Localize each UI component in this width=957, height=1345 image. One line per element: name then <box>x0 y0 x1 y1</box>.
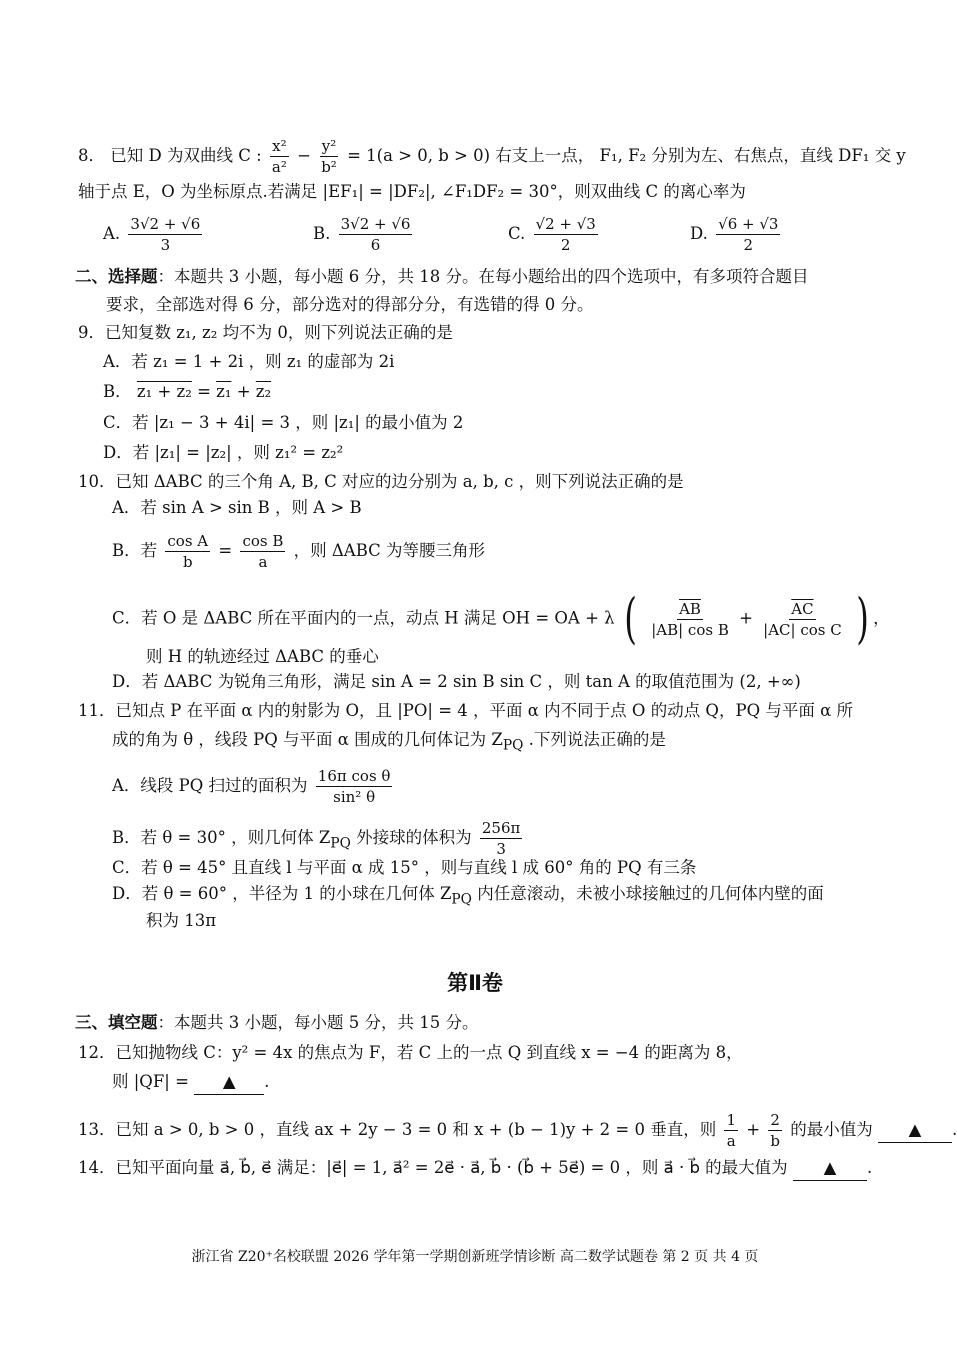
q11-option-d-post: 内任意滚动，未被小球接触过的几何体内壁的面 <box>471 884 824 903</box>
q13-frac1-den: a <box>726 1132 736 1150</box>
q8-number: 8． <box>78 146 105 165</box>
q8-frac-x-num: x² <box>272 137 287 155</box>
q9-option-b-eq: = <box>191 382 217 401</box>
q10-option-c-right-paren: ) <box>856 587 869 650</box>
q10-option-a: A．若 sin A > sin B ，则 A > B <box>112 498 362 517</box>
q8-option-c-frac <box>534 214 598 255</box>
q11-option-a-num: 16π cos θ <box>317 767 391 785</box>
q8-pre: 已知 D 为双曲线 C : <box>110 146 262 165</box>
q10-option-c-frac1-num: $\overline{AB}$ <box>679 599 701 618</box>
q10-option-b-frac1-num: cos A <box>167 532 209 550</box>
q12-line1: 12．已知抛物线 C：y² = 4x 的焦点为 F，若 C 上的一点 Q 到直线 x = −4 的距离为 8， <box>78 1043 743 1062</box>
q9-option-c: C．若 |z₁ − 3 + 4i| = 3 ，则 |z₁| 的最小值为 2 <box>103 413 464 432</box>
q11-option-d-pre: D．若 θ = 60° ，半径为 1 的小球在几何体 Z <box>112 884 452 903</box>
q10-option-c-plus: + <box>739 608 753 628</box>
q10-option-b-frac2-num: cos B <box>242 532 284 550</box>
q8-frac-y-den: b² <box>321 158 337 176</box>
q10-stem: 10．已知 ΔABC 的三个角 A, B, C 对应的边分别为 a, b, c ，则下列说法正确的是 <box>78 472 684 491</box>
q8-option-a <box>103 214 205 255</box>
q11-option-b-sub: PQ <box>330 835 351 852</box>
page-footer: 浙江省 Z20⁺名校联盟 2026 学年第一学期创新班学情诊断 高二数学试题卷 第 2 页 共 4 页 <box>191 1249 759 1265</box>
q8-line1 <box>78 136 906 177</box>
q10-option-c-pre: C．若 O 是 ΔABC 所在平面内的一点，动点 H 满足 <box>112 608 497 628</box>
q11-option-a-pre: A．线段 PQ 扫过的面积为 <box>112 776 308 795</box>
q10-option-b-frac1-den: b <box>182 553 193 571</box>
q8-option-b-frac <box>339 214 413 255</box>
q8-option-c <box>508 214 601 255</box>
q11-line2-end: .下列说法正确的是 <box>523 730 666 749</box>
q8-option-a-den: 3 <box>160 236 171 254</box>
q10-option-c-left-paren: ( <box>624 587 637 650</box>
q13-frac2-den: b <box>770 1132 780 1150</box>
q13-frac2 <box>768 1110 782 1151</box>
q13-frac1-num: 1 <box>726 1111 736 1129</box>
q8-option-a-frac <box>128 214 202 255</box>
q8-option-c-num: √2 + √3 <box>535 215 596 233</box>
q11-option-d-line2: 积为 13π <box>146 911 217 930</box>
q10-option-c-frac2-den: |AC| cos C <box>763 620 842 639</box>
q9-option-a: A．若 z₁ = 1 + 2i ，则 z₁ 的虚部为 2i <box>103 352 395 371</box>
q8-frac-y-num: y² <box>321 137 337 155</box>
q13-line <box>78 1110 957 1151</box>
q9-option-b-plus: + <box>231 382 256 401</box>
q11-option-b-mid: 外接球的体积为 <box>350 828 472 847</box>
q10-option-b <box>112 531 485 572</box>
q8-option-b <box>313 214 415 255</box>
q8-frac-x-den: a² <box>271 158 287 176</box>
q11-option-b-frac <box>480 818 523 859</box>
q11-line1: 11．已知点 P 在平面 α 内的射影为 O，且 |PO| = 4 ，平面 α 内不同于点 O 的动点 Q，PQ 与平面 α 所 <box>78 701 853 720</box>
q13-end: . <box>951 1120 957 1139</box>
q8-option-d-frac <box>716 214 780 255</box>
q10-option-c <box>112 587 890 650</box>
q8-option-c-den: 2 <box>560 236 571 254</box>
q9-option-d: D．若 |z₁| = |z₂| ，则 z₁² = z₂² <box>103 443 344 462</box>
q8-option-d <box>690 214 783 255</box>
q8-option-a-label: A. <box>103 224 121 243</box>
q8-post: = 1(a > 0, b > 0) 右支上一点， F₁, F₂ 分别为左、右焦点，直线 DF₁ 交 y <box>347 146 906 165</box>
q8-option-b-label: B. <box>313 224 331 243</box>
q10-option-b-pre: B．若 <box>112 541 158 560</box>
q10-option-c-frac1 <box>649 599 731 640</box>
q10-option-c-line2: 则 H 的轨迹经过 ΔABC 的垂心 <box>146 647 379 666</box>
q14-line <box>78 1156 872 1181</box>
q10-option-c-frac2-num: $\overline{AC}$ <box>791 599 814 618</box>
section3-line <box>75 1011 478 1035</box>
q10-option-c-end: ， <box>873 608 890 628</box>
section2-line2: 要求，全部选对得 6 分，部分选对的得部分分，有选错的得 0 分。 <box>106 295 594 314</box>
section3-text: ：本题共 3 小题，每小题 5 分，共 15 分。 <box>157 1013 479 1032</box>
q13-frac1 <box>724 1110 738 1151</box>
q11-line2-text: 成的角为 θ ，线段 PQ 与平面 α 围成的几何体记为 Z <box>112 730 503 749</box>
q10-option-b-frac2-den: a <box>258 553 268 571</box>
q14-answer-blank: ▲ <box>793 1156 867 1181</box>
q8-option-a-num: 3√2 + √6 <box>130 215 201 233</box>
q9-option-b-r1: z₁ <box>216 382 232 401</box>
q11-option-d <box>112 882 824 911</box>
q14-end: . <box>866 1158 873 1177</box>
section2-text1: ：本题共 3 小题，每小题 6 分，共 18 分。在每小题给出的四个选项中，有多项符合题目 <box>157 267 809 286</box>
q8-option-d-num: √6 + √3 <box>718 215 779 233</box>
q10-option-d: D．若 ΔABC 为锐角三角形，满足 sin A = 2 sin B sin C ，则 tan A 的取值范围为 (2, +∞) <box>112 672 801 691</box>
part2-title: 第Ⅱ卷 <box>447 971 503 995</box>
q13-pre: 13．已知 a > 0, b > 0 ，直线 ax + 2y − 3 = 0 和 x + (b − 1)y + 2 = 0 垂直，则 <box>78 1120 717 1139</box>
q11-line2 <box>112 728 666 757</box>
q12-line2-end: . <box>264 1072 270 1091</box>
section3-heading: 三、填空题 <box>75 1013 158 1032</box>
q10-option-c-vector-eq: OH = OA + λ <box>502 608 615 628</box>
q9-option-b-label: B． <box>103 382 132 401</box>
q10-option-b-frac2 <box>240 531 285 572</box>
q12-line2-pre: 则 |QF| = <box>112 1072 189 1091</box>
section2-line1 <box>75 265 808 289</box>
q9-option-b-lhs: z₁ + z₂ <box>136 382 192 401</box>
q10-option-c-frac2 <box>761 599 844 640</box>
section2-heading: 二、选择题 <box>75 267 158 286</box>
q11-option-a <box>112 766 395 807</box>
q8-option-b-num: 3√2 + √6 <box>340 215 411 233</box>
q9-option-b-r2: z₂ <box>255 382 272 401</box>
q11-option-b <box>112 818 525 859</box>
q11-option-d-sub: PQ <box>451 891 472 908</box>
q11-option-b-num: 256π <box>481 819 521 837</box>
q10-option-c-frac1-den: |AB| cos B <box>651 620 729 639</box>
q12-answer-blank: ▲ <box>194 1070 264 1095</box>
q11-option-b-pre: B．若 θ = 30° ，则几何体 Z <box>112 828 331 847</box>
q13-frac2-num: 2 <box>770 1111 780 1129</box>
q13-post: 的最小值为 <box>790 1120 873 1139</box>
q8-option-c-label: C. <box>508 224 526 243</box>
q12-line2 <box>112 1070 269 1095</box>
q8-option-d-label: D. <box>690 224 708 243</box>
q14-pre: 14．已知平面向量 a⃗, b⃗, e⃗ 满足：|e⃗| = 1, a⃗² = 2e⃗ · a⃗, b⃗ · (b⃗ + 5e⃗) = 0 ，则 a⃗ · b⃗ 的最大值为 <box>78 1158 788 1177</box>
q8-minus: − <box>297 146 311 165</box>
q8-frac-x <box>270 136 289 177</box>
q13-answer-blank: ▲ <box>878 1118 952 1143</box>
q8-frac-y <box>319 136 339 177</box>
q11-option-b-den: 3 <box>496 840 506 858</box>
q11-option-a-den: sin² θ <box>333 788 376 806</box>
q11-option-c: C．若 θ = 45° 且直线 l 与平面 α 成 15° ，则与直线 l 成 60° 角的 PQ 有三条 <box>112 858 697 877</box>
q13-plus: + <box>746 1120 761 1139</box>
q10-option-b-eq: = <box>218 541 233 560</box>
q9-stem: 9．已知复数 z₁, z₂ 均不为 0，则下列说法正确的是 <box>78 323 453 342</box>
q10-option-b-post: ，则 ΔABC 为等腰三角形 <box>293 541 486 560</box>
q9-option-b <box>103 380 271 404</box>
q11-option-a-frac <box>316 766 393 807</box>
q8-line2: 轴于点 E，O 为坐标原点.若满足 |EF₁| = |DF₂|, ∠F₁DF₂ = 30°，则双曲线 C 的离心率为 <box>78 182 746 201</box>
q8-option-b-den: 6 <box>370 236 381 254</box>
q10-option-b-frac1 <box>165 531 210 572</box>
q11-line2-sub: PQ <box>502 737 524 754</box>
q8-option-d-den: 2 <box>743 236 754 254</box>
